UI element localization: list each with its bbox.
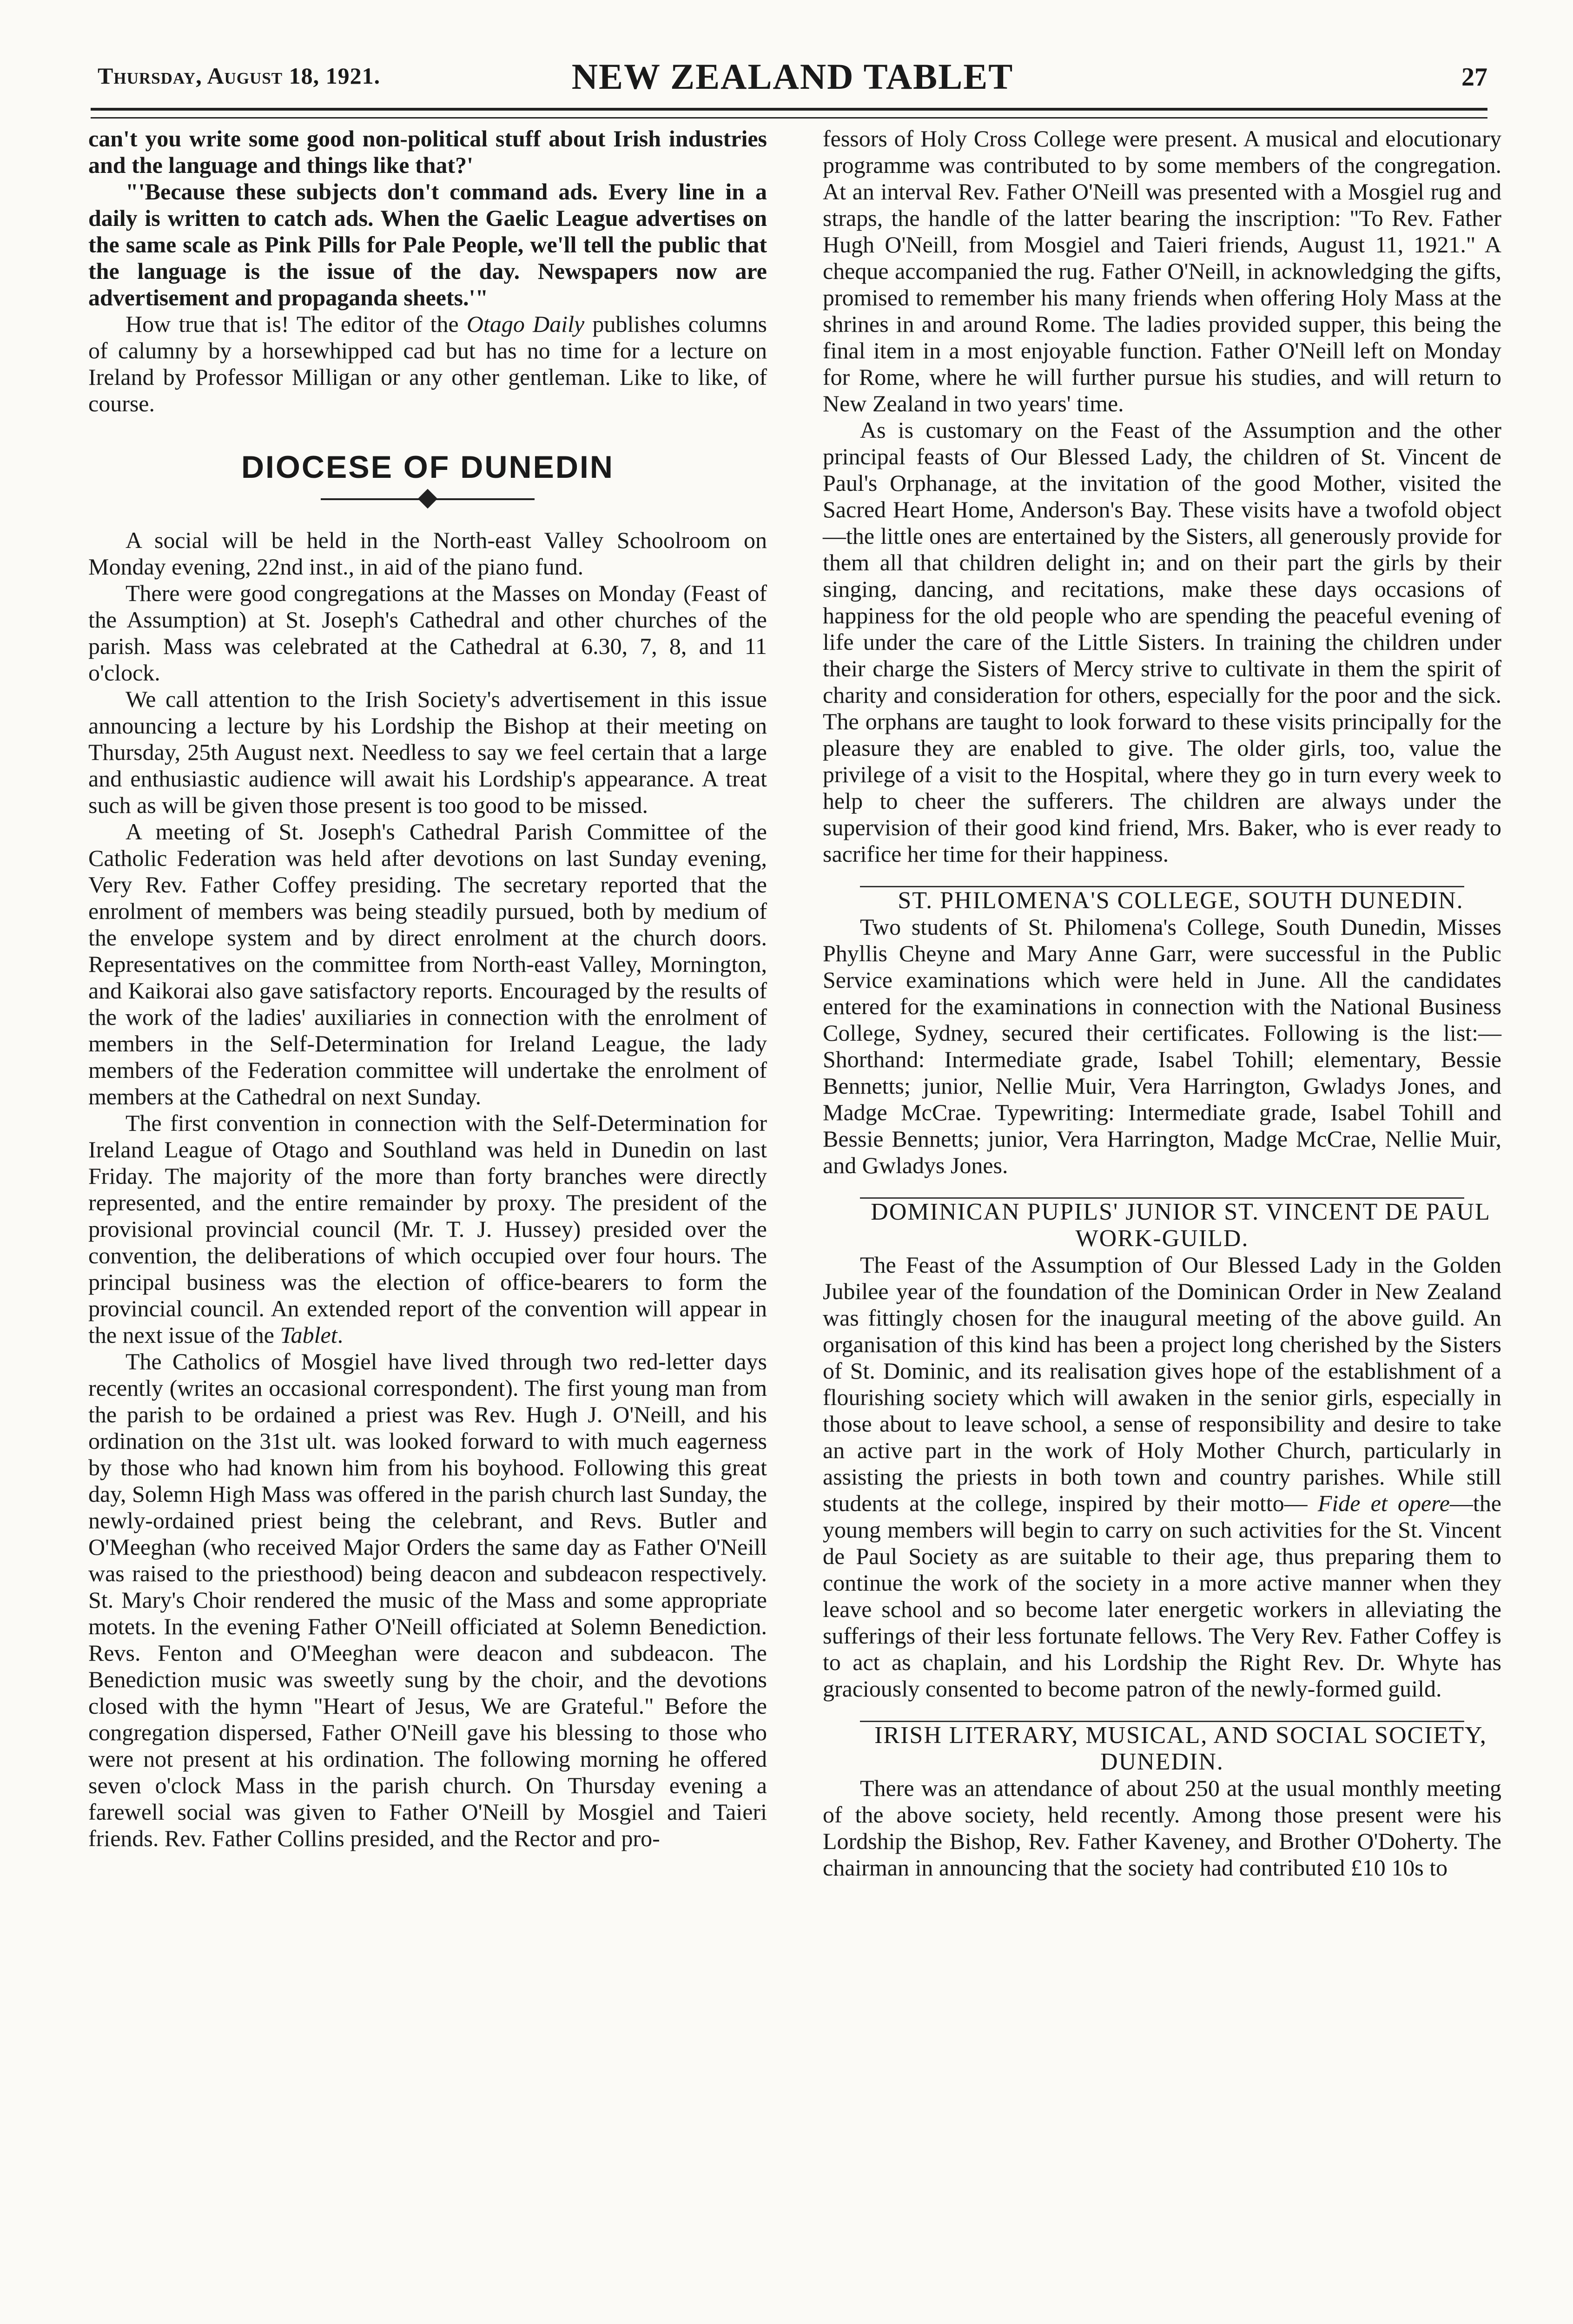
newspaper-name: Tablet xyxy=(280,1322,337,1348)
article-paragraph: Two students of St. Philomena's College, South Dunedin, Misses Phyllis Cheyne and Mary Anne Garr, were successful in the Public Service examinations which were held in June. All the candidates entered for the examinations in connection with the National Business College, Sydney, secured their certificates. Following is the list:— Shorthand: Intermediate grade, Isabel Tohill; elementary, Bessie Bennetts; junior, Nellie Muir, Vera Harrington, Gwladys Jones, and Madge McCrae. Typewriting: Intermediate grade, Isabel Tohill and Bessie Bennetts; junior, Vera Harrington, Madge McCrae, Nellie Muir, and Gwladys Jones. xyxy=(823,914,1501,1178)
section-heading-philomena: ST. PHILOMENA'S COLLEGE, SOUTH DUNEDIN. xyxy=(898,887,1464,914)
section-heading-dominican: DOMINICAN PUPILS' JUNIOR ST. VINCENT DE PAUL WORK-GUILD. xyxy=(871,1199,1491,1252)
section-title-diocese: DIOCESE OF DUNEDIN xyxy=(241,449,615,485)
article-paragraph: The first convention in connection with the Self-Determination for Ireland League of Otago and Southland was held in Dunedin on last Friday. The majority of the more than forty branches were directly represented, and the entire remainder by proxy. The president of the provisional provincial council (Mr. T. J. Hussey) presided over the convention, the deliberations of which occupied over four hours. The principal business was the election of office-bearers to form the provincial council. An extended report of the convention will appear in the next issue of the Tablet. xyxy=(88,1110,767,1348)
left-column xyxy=(88,125,767,1852)
article-paragraph: A meeting of St. Joseph's Cathedral Parish Committee of the Catholic Federation was held after devotions on last Sunday evening, Very Rev. Father Coffey presiding. The secretary reported that the enrolment of members was being steadily pursued, both by medium of the envelope system and by direct enrolment at the church doors. Representatives on the committee from North-east Valley, Mornington, and Kaikorai also gave satisfactory reports. Encouraged by the results of the work of the ladies' auxiliaries in connection with the enrolment of members in the Self-Determination for Ireland League, the lady members of the Federation committee will undertake the enrolment of members at the Cathedral on next Sunday. xyxy=(88,819,767,1109)
page-header xyxy=(98,56,1487,107)
article-paragraph: As is customary on the Feast of the Assumption and the other principal feasts of Our Blessed Lady, the children of St. Vincent de Paul's Orphanage, at the invitation of the good Mother, visited the Sacred Heart Home, Anderson's Bay. These visits have a twofold object—the little ones are entertained by the Sisters, all generously provide for them all that children delight in; and on their part the girls by their singing, dancing, and recitations, make these days occasions of happiness for the old people who are spending the peaceful evening of life under the care of the Little Sisters. In training the children under their charge the Sisters of Mercy strive to cultivate in them the spirit of charity and consideration for others, especially for the poor and the sick. The orphans are taught to look forward to these visits principally for the pleasure they are enabled to give. The older girls, too, value the privilege of a visit to the Hospital, where they go in turn every week to help to cheer the sufferers. The children are always under the supervision of their good kind friend, Mrs. Baker, who is ever ready to sacrifice her time for their happiness. xyxy=(823,417,1501,867)
header-rule xyxy=(91,108,1487,119)
article-paragraph: There was an attendance of about 250 at the usual monthly meeting of the above society, held recently. Among those present were his Lordship the Bishop, Rev. Father Kaveney, and Brother O'Doherty. The chairman in announcing that the society had contributed £10 10s to xyxy=(823,1775,1501,1881)
latin-motto: Fide et opere xyxy=(1317,1490,1450,1516)
ornamental-rule xyxy=(321,490,535,508)
intro-paragraph: can't you write some good non-political stuff about Irish industries and the language and things like that?' xyxy=(88,125,767,178)
article-paragraph: We call attention to the Irish Society's advertisement in this issue announcing a lecture by his Lordship the Bishop at their meeting on Thursday, 25th August next. Needless to say we feel certain that a large and enthusiastic audience will await his Lordship's appearance. A treat such as will be given those present is too good to be missed. xyxy=(88,686,767,818)
page-number: 27 xyxy=(1461,63,1487,92)
section-heading-irish-society: IRISH LITERARY, MUSICAL, AND SOCIAL SOCIETY, DUNEDIN. xyxy=(874,1722,1487,1775)
newspaper-name: Otago Daily xyxy=(466,311,585,337)
article-paragraph: A social will be held in the North-east Valley Schoolroom on Monday evening, 22nd inst., in aid of the piano fund. xyxy=(88,527,767,580)
article-paragraph: There were good congregations at the Masses on Monday (Feast of the Assumption) at St. Joseph's Cathedral and other churches of the parish. Mass was celebrated at the Cathedral at 6.30, 7, 8, and 11 o'clock. xyxy=(88,580,767,686)
article-paragraph: fessors of Holy Cross College were present. A musical and elocutionary programme was contributed to by some members of the congregation. At an interval Rev. Father O'Neill was presented with a Mosgiel rug and straps, the handle of the latter bearing the inscription: "To Rev. Father Hugh O'Neill, from Mosgiel and Taieri friends, August 11, 1921." A cheque accompanied the rug. Father O'Neill, in acknowledging the gifts, promised to remember his many friends when offering Holy Mass at the shrines in and around Rome. The ladies provided supper, this being the final item in a most enjoyable function. Father O'Neill left on Monday for Rome, where he will further pursue his studies, and will return to New Zealand in two years' time. xyxy=(823,125,1501,416)
article-paragraph: The Catholics of Mosgiel have lived through two red-letter days recently (writes an occasional correspondent). The first young man from the parish to be ordained a priest was Rev. Hugh J. O'Neill, and his ordination on the 31st ult. was looked forward to with much eagerness by those who had known him from his boyhood. Following this great day, Solemn High Mass was offered in the parish church last Sunday, the newly-ordained priest being the celebrant, and Revs. Butler and O'Meeghan (who received Major Orders the same day as Father O'Neill was raised to the priesthood) being deacon and subdeacon respectively. St. Mary's Choir rendered the music of the Mass and some appropriate motets. In the evening Father O'Neill officiated at Solemn Benediction. Revs. Fenton and O'Meeghan were deacon and subdeacon. The Benediction music was sweetly sung by the choir, and the devotions closed with the hymn "Heart of Jesus, We are Grateful." Before the congregation dispersed, Father O'Neill gave his blessing to those who were not present at his ordination. The following morning he offered seven o'clock Mass in the parish church. On Thursday evening a farewell social was given to Father O'Neill by Mosgiel and Taieri friends. Rev. Father Collins presided, and the Rector and pro- xyxy=(88,1348,767,1851)
right-column xyxy=(823,125,1501,1881)
intro-paragraph: How true that is! The editor of the Otago Daily publishes columns of calumny by a horsewhipped cad but has no time for a lecture on Ireland by Professor Milligan or any other gentleman. Like to like, of course. xyxy=(88,311,767,416)
masthead-title: NEW ZEALAND TABLET xyxy=(571,56,1014,97)
issue-date: Thursday, August 18, 1921. xyxy=(98,63,381,89)
intro-paragraph: "'Because these subjects don't command ads. Every line in a daily is written to catch ads. When the Gaelic League advertises on the same scale as Pink Pills for Pale People, we'll tell the public that the language is the issue of the day. Newspapers now are advertisement and propaganda sheets.'" xyxy=(88,178,767,310)
article-paragraph: The Feast of the Assumption of Our Blessed Lady in the Golden Jubilee year of the foundation of the Dominican Order in New Zealand was fittingly chosen for the inaugural meeting of the above guild. An organisation of this kind has been a project long cherished by the Sisters of St. Dominic, and its realisation gives hope of the establishment of a flourishing society which will awaken in the senior girls, especially in those about to leave school, a sense of responsibility and desire to take an active part in the work of Holy Mother Church, particularly in assisting the priests in both town and country parishes. While still students at the college, inspired by their motto— Fide et opere—the young members will begin to carry on such activities for the St. Vincent de Paul Society as are suitable to their age, thus preparing them to continue the work of the society in a more active manner when they leave school and so become later energetic workers in alleviating the sufferings of their less fortunate fellows. The Very Rev. Father Coffey is to act as chaplain, and his Lordship the Right Rev. Dr. Whyte has graciously consented to become patron of the newly-formed guild. xyxy=(823,1252,1501,1702)
